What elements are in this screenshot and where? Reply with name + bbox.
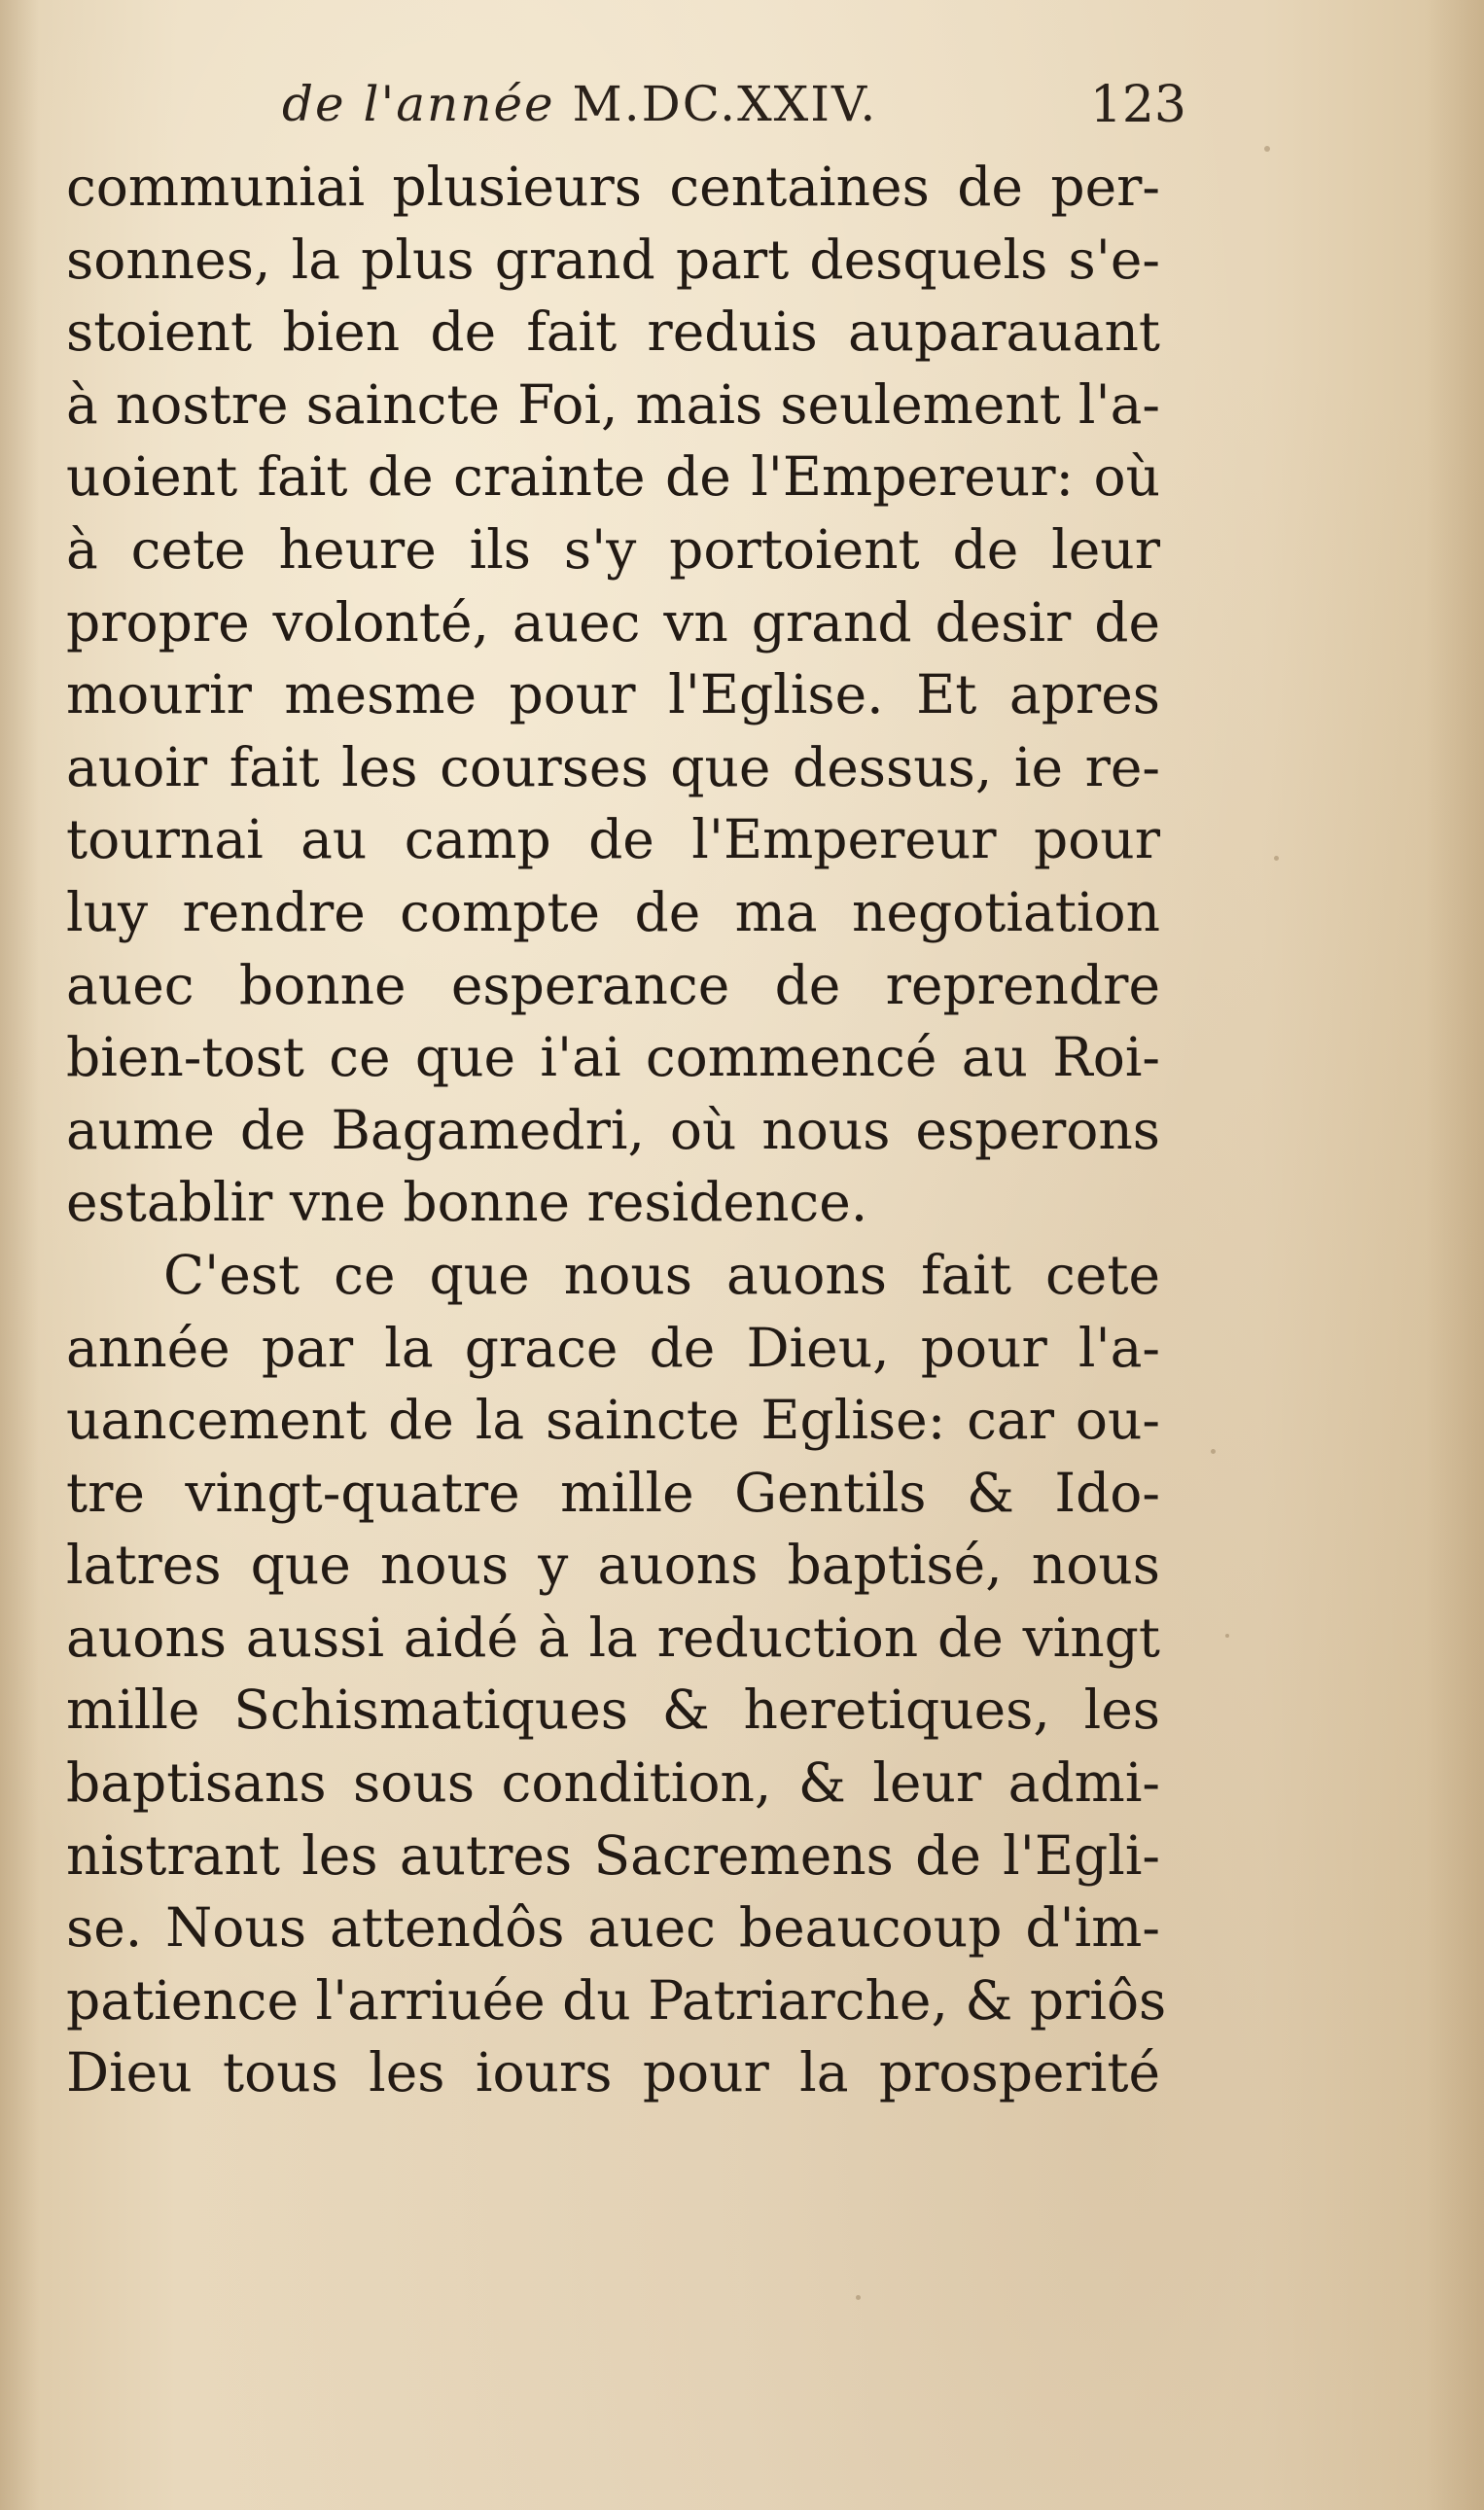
text-line: Dieu tous les iours pour la prosperité — [66, 2041, 1160, 2104]
body-text — [66, 151, 1167, 2109]
text-line: à nostre saincte Foi, mais seulement l'a- — [66, 372, 1160, 436]
text-line: bien-tost ce que i'ai commencé au Roi- — [66, 1026, 1160, 1089]
text-line: tournai au camp de l'Empereur pour — [66, 808, 1160, 871]
text-line: sonnes, la plus grand part desquels s'e- — [66, 228, 1160, 291]
paper-speck — [1264, 146, 1270, 152]
text-line: auons aussi aidé à la reduction de vingt — [66, 1606, 1160, 1669]
text-line: aume de Bagamedri, où nous esperons — [66, 1098, 1160, 1161]
paragraph-2 — [66, 1239, 1167, 2109]
text-line: propre volonté, auec vn grand desir de — [66, 590, 1160, 654]
paper-speck — [1274, 856, 1279, 861]
page-number: 123 — [1089, 76, 1186, 134]
text-line: latres que nous y auons baptisé, nous — [66, 1534, 1160, 1597]
text-line: communiai plusieurs centaines de per- — [66, 156, 1160, 218]
text-line: se. Nous attendôs auec beaucoup d'im- — [66, 1896, 1160, 1960]
text-line: uoient fait de crainte de l'Empereur: où — [66, 445, 1160, 509]
text-line: C'est ce que nous auons fait cete — [163, 1243, 1160, 1306]
text-line: à cete heure ils s'y portoient de leur — [66, 517, 1160, 581]
text-line: nistrant les autres Sacremens de l'Egli- — [66, 1823, 1160, 1887]
text-line: mille Schismatiques & heretiques, les — [66, 1679, 1160, 1742]
text-line: auoir fait les courses que dessus, ie re- — [66, 735, 1160, 798]
paper-speck — [1225, 1634, 1229, 1638]
page-edge-shadow — [1426, 0, 1484, 2510]
running-head-prefix: de l'année — [282, 76, 555, 132]
text-line: tre vingt-quatre mille Gentils & Ido- — [66, 1461, 1160, 1524]
running-head-year: M.DC.XXIV. — [572, 76, 878, 132]
text-line: establir vne bonne residence. — [66, 1171, 868, 1234]
text-line: stoient bien de fait reduis auparauant — [66, 300, 1160, 364]
text-line: baptisans sous condition, & leur admi- — [66, 1751, 1160, 1815]
paper-speck — [856, 2295, 861, 2300]
text-line: mourir mesme pour l'Eglise. Et apres — [66, 663, 1160, 726]
running-head-title — [282, 76, 877, 132]
paragraph-1 — [66, 151, 1160, 1239]
text-line: uancement de la saincte Eglise: car ou- — [66, 1389, 1160, 1452]
text-line: patience l'arriuée du Patriarche, & priôs — [66, 1968, 1167, 2032]
paper-speck — [1211, 1449, 1216, 1454]
text-line: année par la grace de Dieu, pour l'a- — [66, 1316, 1160, 1379]
text-line: auec bonne esperance de reprendre — [66, 953, 1160, 1016]
gutter-shadow — [0, 0, 39, 2510]
text-line: luy rendre compte de ma negotiation — [66, 880, 1160, 943]
running-head — [282, 76, 1186, 144]
